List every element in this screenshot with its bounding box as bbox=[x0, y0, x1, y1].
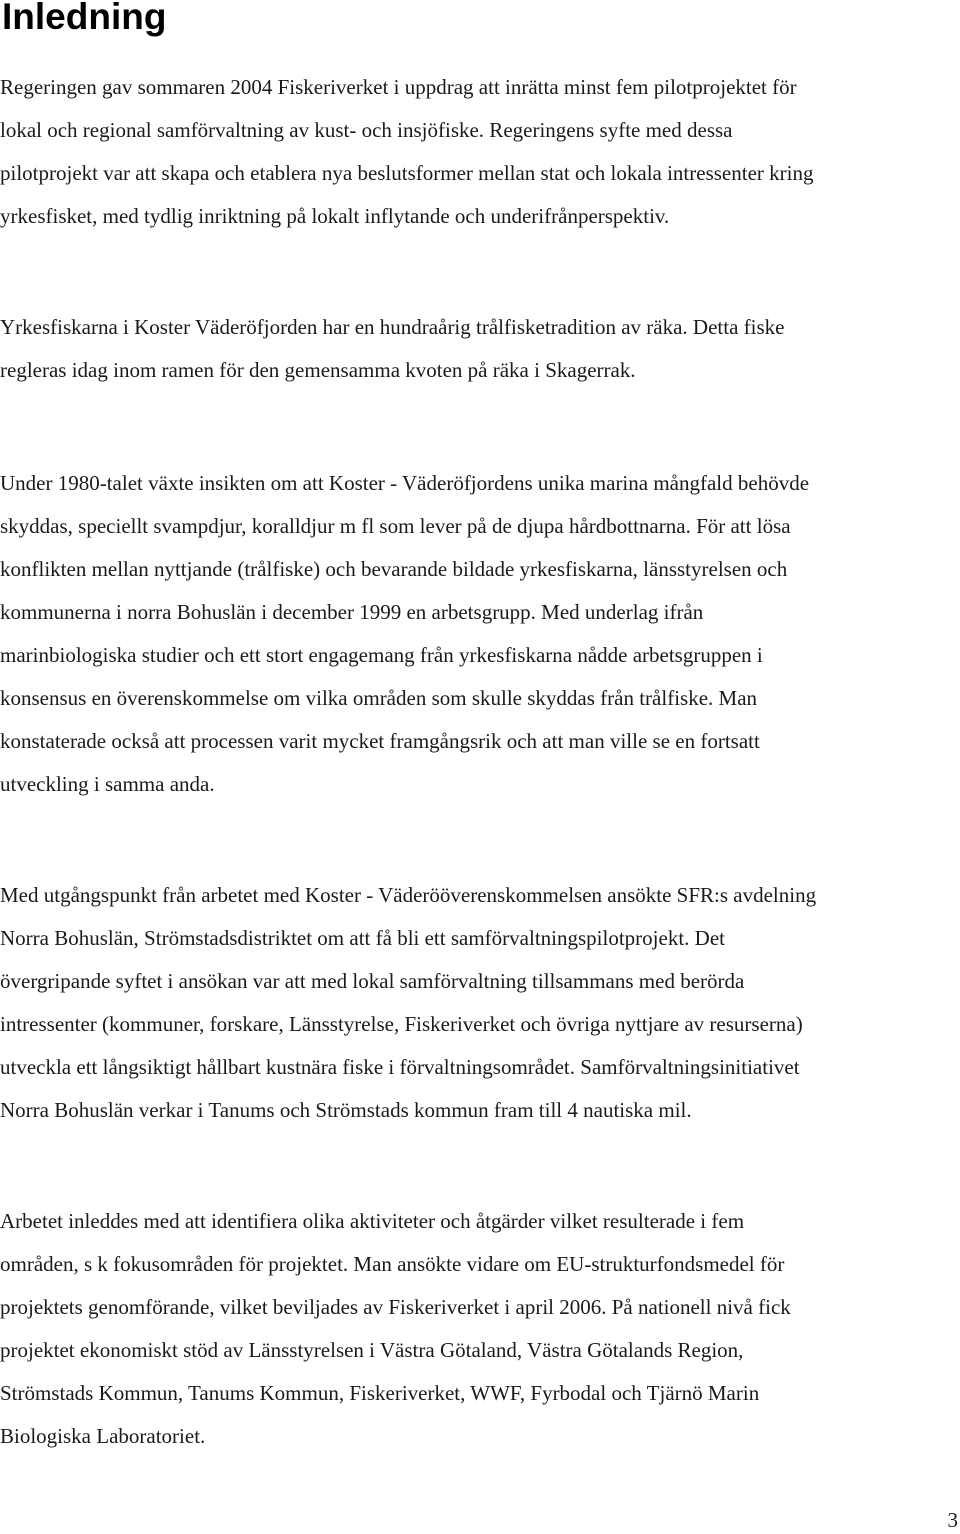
paragraph-line: Regeringen gav sommaren 2004 Fiskeriverket i uppdrag att inrätta minst fem pilotprojektet för bbox=[0, 75, 797, 99]
paragraph-line: projektet ekonomiskt stöd av Länsstyrelsen i Västra Götaland, Västra Götalands Region, bbox=[0, 1338, 744, 1362]
paragraph-line: Norra Bohuslän, Strömstadsdistriktet om att få bli ett samförvaltningspilotprojekt. Det bbox=[0, 926, 725, 950]
paragraph-line: pilotprojekt var att skapa och etablera nya beslutsformer mellan stat och lokala intressenter kring bbox=[0, 161, 814, 185]
paragraph-line: kommunerna i norra Bohuslän i december 1999 en arbetsgrupp. Med underlag ifrån bbox=[0, 600, 704, 624]
paragraph-line: lokal och regional samförvaltning av kust- och insjöfiske. Regeringens syfte med dessa bbox=[0, 118, 733, 142]
paragraph-2 bbox=[0, 306, 784, 392]
paragraph-5 bbox=[0, 1200, 791, 1458]
paragraph-line: områden, s k fokusområden för projektet. Man ansökte vidare om EU-strukturfondsmedel för bbox=[0, 1252, 785, 1276]
paragraph-line: konflikten mellan nyttjande (trålfiske) och bevarande bildade yrkesfiskarna, länsstyrelsen och bbox=[0, 557, 788, 581]
paragraph-line: skyddas, speciellt svampdjur, koralldjur m fl som lever på de djupa hårdbottnarna. För att lösa bbox=[0, 514, 791, 538]
paragraph-line: Med utgångspunkt från arbetet med Koster - Väderööverenskommelsen ansökte SFR:s avdelning bbox=[0, 883, 817, 907]
paragraph-line: Arbetet inleddes med att identifiera olika aktiviteter och åtgärder vilket resulterade i fem bbox=[0, 1209, 745, 1233]
paragraph-1 bbox=[0, 66, 813, 238]
paragraph-line: Norra Bohuslän verkar i Tanums och Strömstads kommun fram till 4 nautiska mil. bbox=[0, 1098, 692, 1122]
paragraph-line: projektets genomförande, vilket beviljades av Fiskeriverket i april 2006. På nationell nivå fick bbox=[0, 1295, 791, 1319]
paragraph-line: utveckla ett långsiktigt hållbart kustnära fiske i förvaltningsområdet. Samförvaltningsinitiativet bbox=[0, 1055, 800, 1079]
paragraph-line: yrkesfisket, med tydlig inriktning på lokalt inflytande och underifrånperspektiv. bbox=[0, 204, 670, 228]
paragraph-3 bbox=[0, 462, 809, 806]
paragraph-line: Under 1980-talet växte insikten om att Koster - Väderöfjordens unika marina mångfald behövde bbox=[0, 471, 810, 495]
paragraph-line: konsensus en överenskommelse om vilka områden som skulle skyddas från trålfiske. Man bbox=[0, 686, 758, 710]
page-number: 3 bbox=[947, 1508, 958, 1532]
paragraph-line: utveckling i samma anda. bbox=[0, 772, 215, 796]
paragraph-line: övergripande syftet i ansökan var att med lokal samförvaltning tillsammans med berörda bbox=[0, 969, 745, 993]
paragraph-line: Strömstads Kommun, Tanums Kommun, Fiskeriverket, WWF, Fyrbodal och Tjärnö Marin bbox=[0, 1381, 760, 1405]
paragraph-line: Biologiska Laboratoriet. bbox=[0, 1424, 206, 1448]
paragraph-line: intressenter (kommuner, forskare, Länsstyrelse, Fiskeriverket och övriga nyttjare av resurserna) bbox=[0, 1012, 803, 1036]
paragraph-line: marinbiologiska studier och ett stort engagemang från yrkesfiskarna nådde arbetsgruppen i bbox=[0, 643, 763, 667]
paragraph-line: konstaterade också att processen varit mycket framgångsrik och att man ville se en fortsatt bbox=[0, 729, 760, 753]
section-heading: Inledning bbox=[2, 0, 167, 37]
paragraph-4 bbox=[0, 874, 816, 1132]
paragraph-line: Yrkesfiskarna i Koster Väderöfjorden har en hundraårig trålfisketradition av räka. Detta fiske bbox=[0, 315, 785, 339]
paragraph-line: regleras idag inom ramen för den gemensamma kvoten på räka i Skagerrak. bbox=[0, 358, 636, 382]
